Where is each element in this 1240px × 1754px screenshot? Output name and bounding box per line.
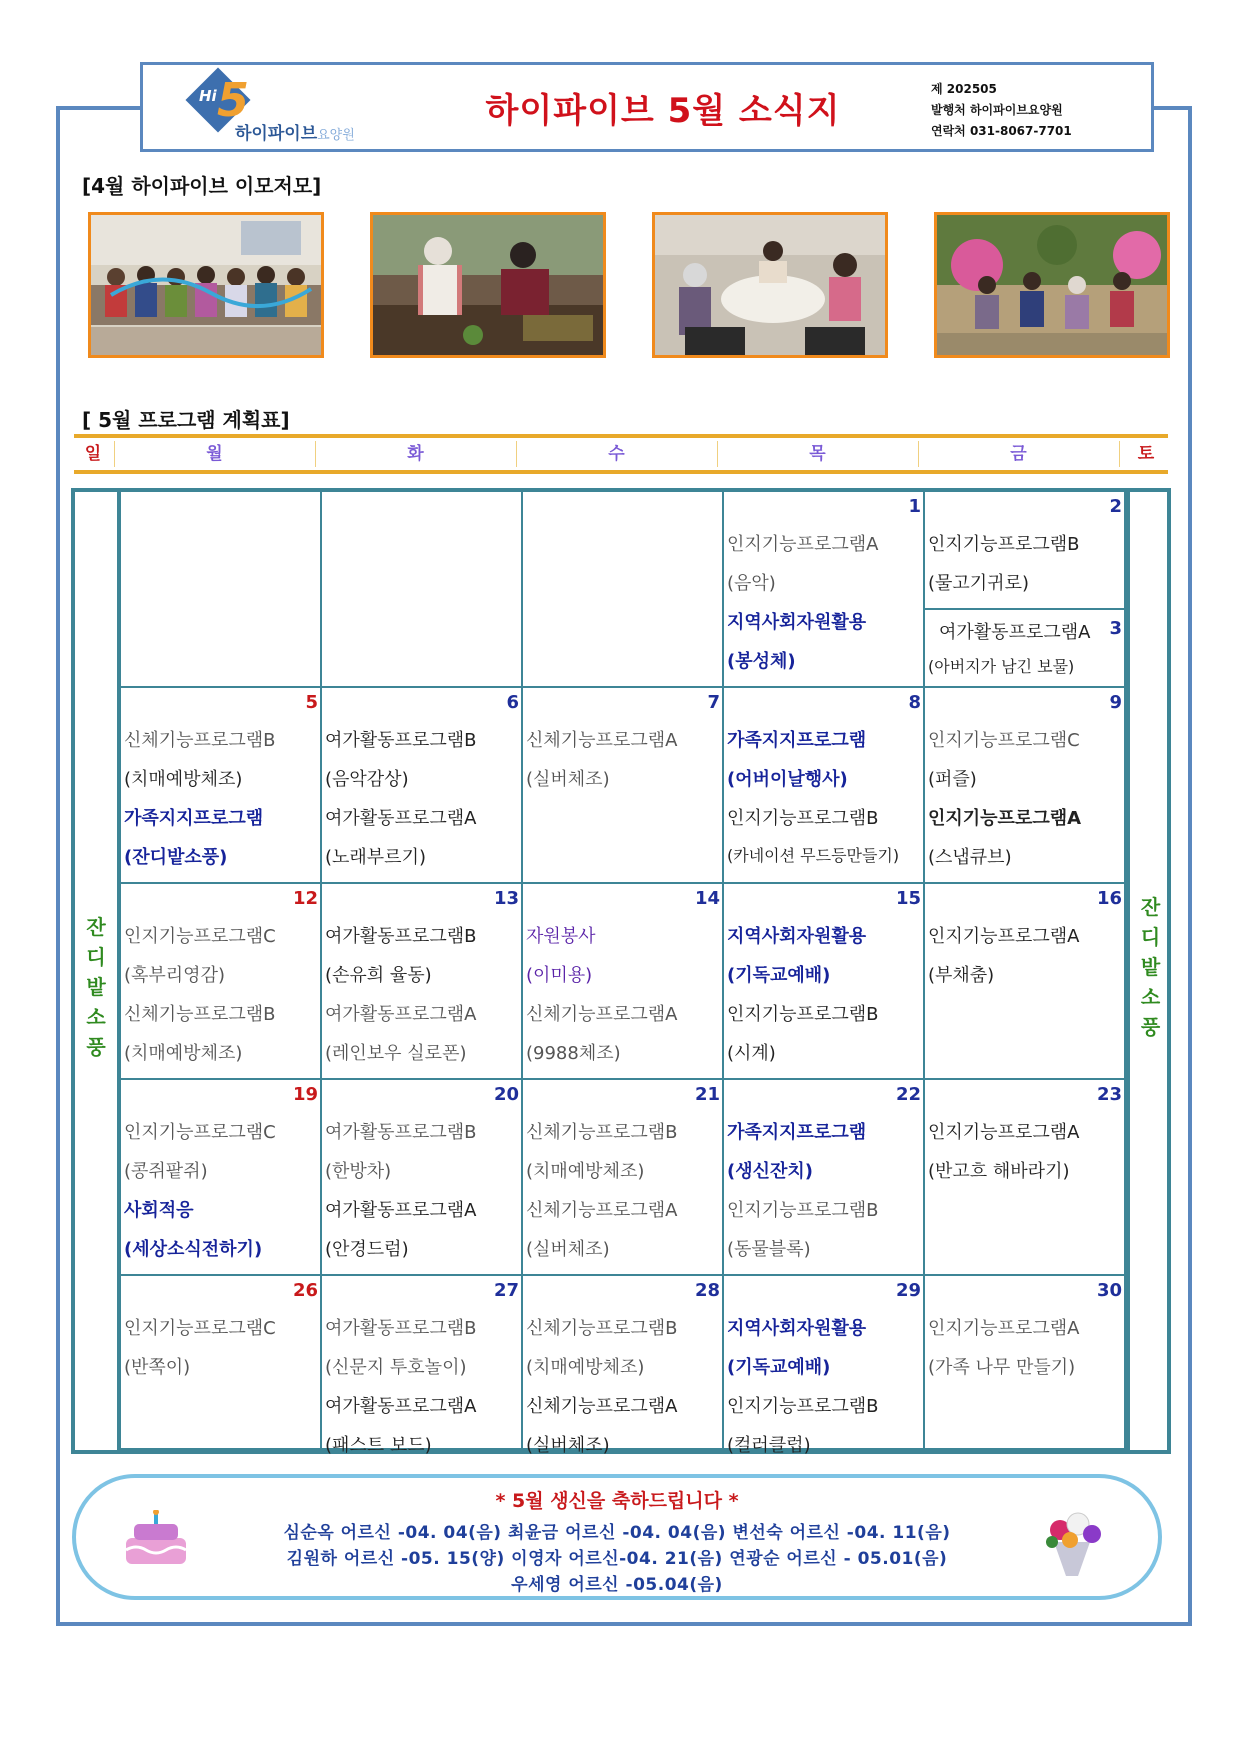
date-number: 7 [707,692,720,713]
program-line: 가족지지프로그램 [727,730,867,751]
weekday-sep [1119,441,1120,467]
program-line: (반고흐 해바라기) [928,1161,1070,1182]
program-line: 신체기능프로그램A [526,1396,678,1417]
date-number: 29 [895,1280,921,1301]
photo-1-image [91,215,321,355]
calendar-cell [523,1080,724,1276]
program-line: 인지기능프로그램C [928,730,1080,751]
calendar-cell [724,1080,925,1276]
program-line: 신체기능프로그램B [124,730,276,751]
program-line: 여가활동프로그램B [325,926,477,947]
program-line: 지역사회자원활용 [727,926,867,947]
birthday-row: 심순옥 어르신 -04. 04(음) 최윤금 어르신 -04. 04(음) 변선숙 어르신 -04. 11(음) [283,1523,951,1543]
date-number: 30 [1096,1280,1122,1301]
calendar-cell [724,1276,925,1456]
program-line: (신문지 투호놀이) [325,1357,467,1378]
program-line: (음악) [727,573,776,594]
program-line: 인지기능프로그램B [727,1200,879,1221]
side-label-char: 잔 [1140,895,1161,919]
date-number: 27 [493,1280,519,1301]
contact: 연락처 031-8067-7701 [931,124,1072,138]
program-line: 인지기능프로그램C [124,1122,276,1143]
date-number: 22 [895,1084,921,1105]
weekday-sep [918,441,919,467]
program-line: 신체기능프로그램A [526,1200,678,1221]
program-line: (콩쥐팥쥐) [124,1161,208,1182]
weekday-sep [114,441,115,467]
program-line: (손유희 율동) [325,965,432,986]
program-line: 가족지지프로그램 [124,808,264,829]
weekday-tue: 화 [407,444,424,464]
program-line: (시계) [727,1043,776,1064]
program-line: 인지기능프로그램C [124,926,276,947]
photo-4-image [937,215,1167,355]
program-line: 인지기능프로그램B [727,808,879,829]
program-line: (치매예방체조) [526,1357,645,1378]
side-label-char: 풍 [86,1035,106,1059]
program-line: 여가활동프로그램A [325,808,477,829]
date-number: 5 [305,692,318,713]
photo-2 [370,212,606,358]
program-line: 가족지지프로그램 [727,1122,867,1143]
photo-1 [88,212,324,358]
weekday-sat: 토 [1137,444,1155,464]
calendar-cell [523,688,724,884]
program-line: 여가활동프로그램A [325,1200,477,1221]
calendar-cell [523,492,724,688]
newsletter-header [140,62,1154,152]
program-line: (안경드럼) [325,1239,409,1260]
side-label-left [75,492,121,1450]
program-line: (세상소식전하기) [124,1239,263,1260]
side-label-char: 디 [1140,925,1161,949]
program-line: 신체기능프로그램B [526,1318,678,1339]
calendar-cell [925,1276,1126,1450]
program-line: (부채춤) [928,965,995,986]
side-label-char: 밭 [86,975,106,999]
bouquet-icon [1034,1502,1110,1578]
program-line: (반쪽이) [124,1357,191,1378]
program-line: 인지기능프로그램B [928,534,1080,555]
weekday-fri: 금 [1010,444,1027,464]
program-line: (이미용) [526,965,593,986]
program-line: 인지기능프로그램A [928,1122,1080,1143]
program-line: 신체기능프로그램A [526,1004,678,1025]
date-number: 3 [1109,618,1122,639]
calendar-cell [724,688,925,884]
logo-hi: Hi [199,87,217,105]
calendar-cell [523,884,724,1080]
date-number: 21 [694,1084,720,1105]
calendar-cell [121,1080,322,1276]
calendar-cell [925,1080,1126,1276]
program-line: (동물블록) [727,1239,811,1260]
program-line: 자원봉사 [526,926,596,947]
date-number: 28 [694,1280,720,1301]
date-number: 1 [908,496,921,517]
program-line: 지역사회자원활용 [727,612,867,633]
photo-2-image [373,215,603,355]
side-label-char: 밭 [1140,955,1161,979]
date-number: 23 [1096,1084,1122,1105]
photo-3 [652,212,888,358]
weekday-sep [315,441,316,467]
side-label-char: 소 [86,1005,106,1029]
birthday-banner [72,1474,1162,1600]
calendar-cell [121,884,322,1080]
calendar-cell [523,1276,724,1456]
program-line: (음악감상) [325,769,409,790]
side-label-char: 디 [86,945,106,969]
program-line: (혹부리영감) [124,965,225,986]
date-number: 26 [292,1280,318,1301]
calendar-cell [322,688,523,884]
program-line: 여가활동프로그램A [939,622,1091,643]
date-number: 15 [895,888,921,909]
program-section-title: [ 5월 프로그램 계획표] [82,408,290,432]
program-line: 신체기능프로그램B [124,1004,276,1025]
program-line: (한방차) [325,1161,392,1182]
calendar-cell [322,1080,523,1276]
weekday-sep [516,441,517,467]
program-line: 여가활동프로그램B [325,730,477,751]
program-line: 인지기능프로그램A [727,534,879,555]
issue-number: 제 202505 [931,82,997,96]
cake-icon [116,1510,196,1570]
date-number: 14 [694,888,720,909]
date-number: 20 [493,1084,519,1105]
side-label-char: 잔 [86,915,106,939]
program-line: 인지기능프로그램A [928,808,1082,829]
program-line: 신체기능프로그램B [526,1122,678,1143]
program-line: 인지기능프로그램C [124,1318,276,1339]
program-line: (치매예방체조) [124,769,243,790]
weekday-sun: 일 [84,444,102,464]
side-label-char: 소 [1140,985,1161,1009]
program-line: 인지기능프로그램B [727,1004,879,1025]
photo-4 [934,212,1170,358]
program-line: (치매예방체조) [526,1161,645,1182]
program-line: (봉성체) [727,651,796,672]
program-line: (실버체조) [526,1435,610,1456]
program-line: 인지기능프로그램A [928,1318,1080,1339]
calendar-cell [322,884,523,1080]
program-line: (기독교예배) [727,1357,831,1378]
birthday-title: * 5월 생신을 축하드립니다 * [495,1490,739,1512]
program-line: 여가활동프로그램B [325,1122,477,1143]
calendar-cell [121,688,322,884]
program-line: (아버지가 남긴 보물) [928,657,1075,676]
program-line: (퍼즐) [928,769,977,790]
program-line: (어버이날행사) [727,769,848,790]
side-label-right [1126,492,1171,1450]
program-line: 인지기능프로그램B [727,1396,879,1417]
newsletter-meta [931,79,1072,142]
program-line: (물고기귀로) [928,573,1029,594]
program-line: (치매예방체조) [124,1043,243,1064]
calendar-cell [724,492,925,688]
newsletter-title: 하이파이브 5월 소식지 [485,91,841,131]
weekday-sep [717,441,718,467]
program-line: (실버체조) [526,769,610,790]
calendar-cell [925,688,1126,884]
program-line: (카네이션 무드등만들기) [727,846,900,865]
date-number: 16 [1096,888,1122,909]
program-line: 여가활동프로그램B [325,1318,477,1339]
logo-brand-name: 하이파이브 [235,124,318,144]
calendar-cell-sat [925,608,1126,688]
program-line: (패스트 보드) [325,1435,432,1456]
date-number: 13 [493,888,519,909]
program-line: 여가활동프로그램A [325,1004,477,1025]
program-line: 사회적응 [124,1200,194,1221]
calendar-cell [121,492,322,688]
date-number: 2 [1109,496,1122,517]
program-line: (잔디밭소풍) [124,847,228,868]
birthday-row: 우세영 어르신 -05.04(음) [511,1575,723,1595]
weekday-header [74,434,1168,474]
program-line: 여가활동프로그램A [325,1396,477,1417]
program-line: 신체기능프로그램A [526,730,678,751]
logo-brand-suffix: 요양원 [317,128,355,143]
logo-five: 5 [217,73,250,127]
program-calendar [71,488,1171,1454]
date-number: 8 [908,692,921,713]
program-line: (컬러클럽) [727,1435,811,1456]
side-label-char: 풍 [1140,1015,1161,1039]
photo-3-image [655,215,885,355]
program-line: (가족 나무 만들기) [928,1357,1076,1378]
date-number: 9 [1109,692,1122,713]
birthday-row: 김원하 어르신 -05. 15(양) 이영자 어르신-04. 21(음) 연광순 어르신 - 05.01(음) [286,1549,948,1569]
program-line: (생신잔치) [727,1161,814,1182]
calendar-cell [322,1276,523,1456]
calendar-cell [724,884,925,1080]
program-line: (노래부르기) [325,847,426,868]
program-line: 지역사회자원활용 [727,1318,867,1339]
program-line: 인지기능프로그램A [928,926,1080,947]
program-line: (스냅큐브) [928,847,1012,868]
date-number: 19 [292,1084,318,1105]
photos-section-title: [4월 하이파이브 이모저모] [82,174,322,198]
weekday-mon: 월 [206,444,223,464]
weekday-wed: 수 [608,444,625,464]
date-number: 6 [506,692,519,713]
publisher: 발행처 하이파이브요양원 [931,103,1063,117]
weekday-thu: 목 [809,444,826,464]
calendar-cell [322,492,523,688]
program-line: (9988체조) [526,1043,621,1064]
program-line: (기독교예배) [727,965,831,986]
program-line: (레인보우 실로폰) [325,1043,467,1064]
logo-brand [235,119,355,144]
logo [173,73,383,143]
program-line: (실버체조) [526,1239,610,1260]
calendar-cell [925,884,1126,1080]
date-number: 12 [292,888,318,909]
calendar-cell [121,1276,322,1450]
